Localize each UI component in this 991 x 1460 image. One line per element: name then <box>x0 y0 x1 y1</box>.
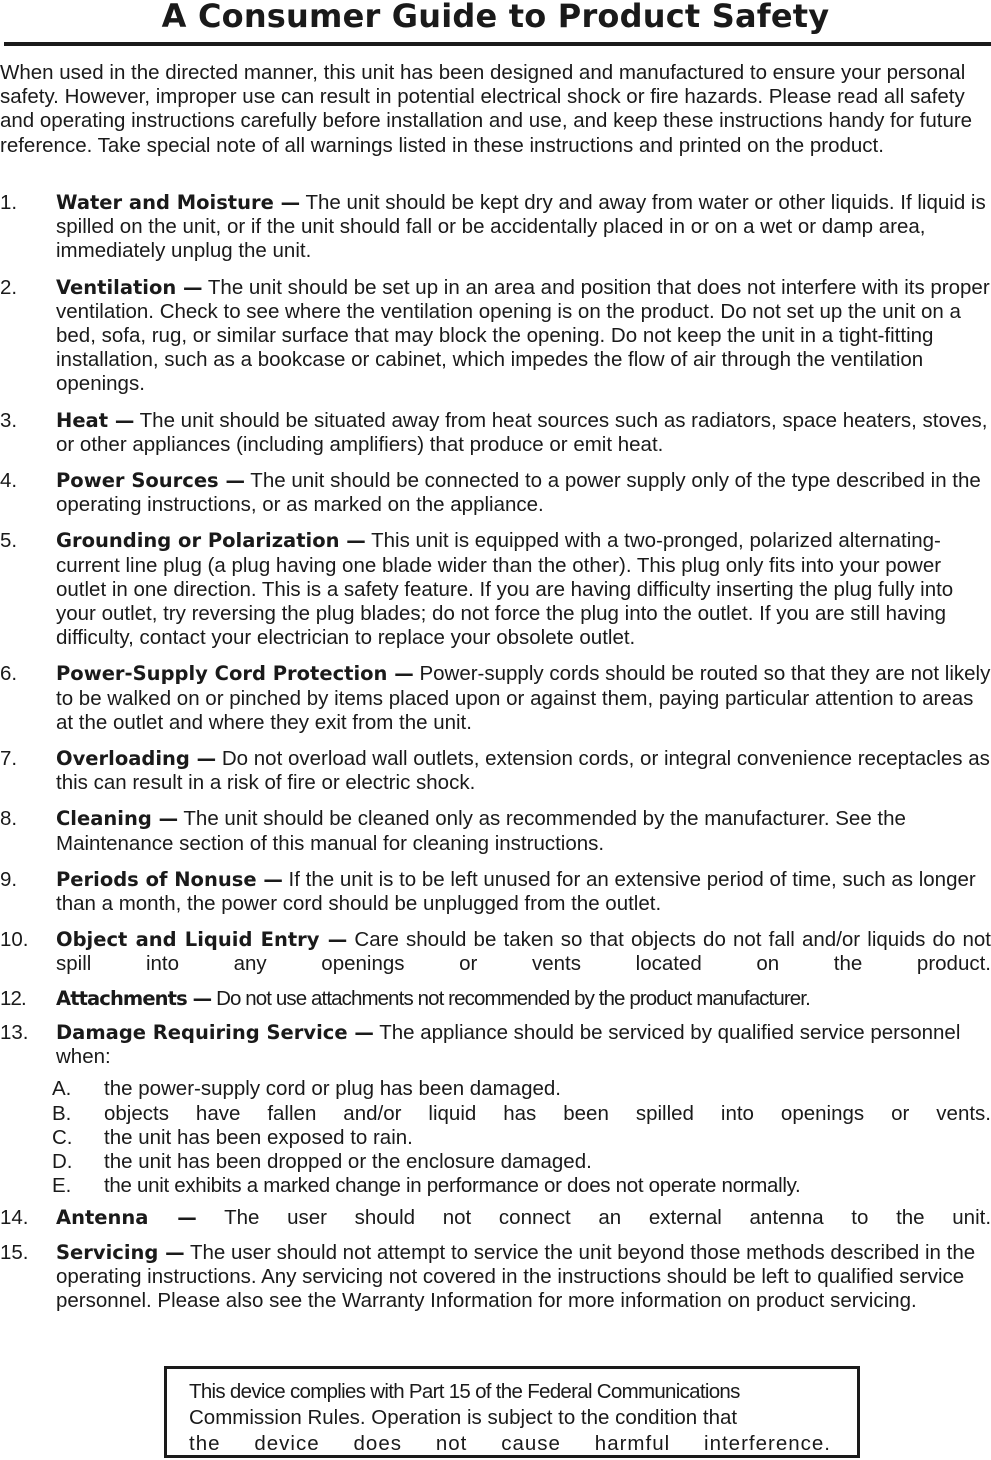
fcc-line: Commission Rules. Operation is subject to the condition that <box>189 1406 738 1429</box>
safety-item-object-entry <box>0 928 991 976</box>
list-text: the unit has been exposed to rain. <box>104 1125 413 1149</box>
list-text: the power-supply cord or plug has been damaged. <box>104 1077 561 1101</box>
list-item <box>52 1174 991 1198</box>
item-label: Power Sources — <box>56 469 245 493</box>
item-number: 15. <box>0 1240 29 1264</box>
list-letter: C. <box>52 1125 73 1149</box>
item-number: 9. <box>0 867 18 891</box>
list-text: objects have fallen and/or liquid has been spilled into openings or vents. <box>104 1101 991 1125</box>
item-label: Object and Liquid Entry — <box>56 928 348 952</box>
list-letter: D. <box>52 1149 73 1173</box>
item-text: Do not overload wall outlets, extension cords, or integral convenience receptacles as this can result in a risk of fire or electric shock. <box>56 747 990 795</box>
item-text: This unit is equipped with a two-pronged, polarized alternating-current line plug (a plug having one blade wider than the other). This plug only fits into your power outlet in one direction. This is a safety feature. If you are having difficulty inserting the plug fully into your outlet, try reversing the plug blades; do not force the plug into the outlet. If you are still having difficulty, contact your electrician to replace your obsolete outlet. <box>56 529 954 650</box>
item-text: The unit should be situated away from heat sources such as radiators, space heaters, stoves, or other appliances (including amplifiers) that produce or emit heat. <box>56 408 988 456</box>
item-number: 6. <box>0 662 18 686</box>
fcc-line: This device complies with Part 15 of the Federal Communications <box>189 1380 740 1403</box>
item-number: 14. <box>0 1206 29 1230</box>
list-letter: E. <box>52 1174 72 1198</box>
item-label: Damage Requiring Service — <box>56 1020 374 1044</box>
item-text: The unit should be cleaned only as recommended by the manufacturer. See the Maintenance section of this manual for cleaning instructions. <box>56 807 906 855</box>
safety-item-heat <box>0 409 991 457</box>
safety-item-grounding <box>0 529 991 650</box>
item-text: Do not use attachments not recommended by the product manufacturer. <box>216 986 810 1010</box>
item-text: The appliance should be serviced by qualified service personnel when: <box>56 1020 961 1069</box>
item-label: Power-Supply Cord Protection — <box>56 662 414 686</box>
safety-item-overloading <box>0 747 991 795</box>
list-text: the unit exhibits a marked change in performance or does not operate normally. <box>104 1174 801 1198</box>
item-text: If the unit is to be left unused for an extensive period of time, such as longer than a month, the power cord should be unplugged from the outlet. <box>56 867 976 916</box>
item-text: The unit should be kept dry and away from water or other liquids. If liquid is spilled on the unit, or if the unit should fall or be accidentally placed in or on a wet or damp area, immediately unplug the unit. <box>56 191 986 263</box>
item-label: Cleaning — <box>56 807 179 831</box>
item-number: 1. <box>0 191 18 214</box>
list-text: the unit has been dropped or the enclosure damaged. <box>104 1149 592 1173</box>
safety-item-cleaning <box>0 807 991 855</box>
item-label: Antenna — <box>56 1206 197 1230</box>
item-label: Grounding or Polarization — <box>56 529 366 553</box>
fcc-compliance-notice <box>164 1366 860 1458</box>
safety-item-attachments <box>0 987 991 1011</box>
safety-item-damage-service <box>0 1021 991 1198</box>
list-item <box>52 1102 991 1126</box>
safety-item-servicing <box>0 1241 991 1314</box>
item-label: Overloading — <box>56 747 217 771</box>
item-label: Water and Moisture — <box>56 191 301 214</box>
item-number: 2. <box>0 275 18 299</box>
intro-paragraph: When used in the directed manner, this unit has been designed and manufactured to ensure your personal safety. However, improper use can result in potential electrical shock or fire hazards. Please read all safety and operating instructions carefully before installation and use, and keep these instructions handy for future reference. Take special note of all warnings listed in these instructions and printed on the product. <box>0 61 973 157</box>
item-number: 8. <box>0 807 18 831</box>
item-number: 5. <box>0 529 18 553</box>
page-title: A Consumer Guide to Product Safety <box>161 0 830 35</box>
safety-item-cord-protection <box>0 662 991 735</box>
item-text: Care should be taken so that objects do not fall and/or liquids do not spill into any openings or vents located on the product. <box>56 928 991 976</box>
item-number: 10. <box>0 928 29 952</box>
safety-item-antenna <box>0 1206 991 1230</box>
item-label: Attachments — <box>56 986 212 1010</box>
list-letter: B. <box>52 1101 72 1125</box>
item-text: The user should not attempt to service the unit beyond those methods described in the operating instructions. Any servicing not covered in the instructions should be left to qualified service personnel. Please also see the Warranty Information for more information on product servicing. <box>56 1240 976 1312</box>
item-label: Ventilation — <box>56 275 203 299</box>
item-number: 4. <box>0 469 18 493</box>
fcc-line: the device does not cause harmful interference. <box>189 1432 831 1455</box>
item-text: Power-supply cords should be routed so that they are not likely to be walked on or pinched by items placed upon or against them, paying particular attention to areas at the outlet and where they exit from the unit. <box>56 662 991 734</box>
item-number: 3. <box>0 408 18 432</box>
item-label: Periods of Nonuse — <box>56 867 283 891</box>
item-number: 12. <box>0 986 26 1010</box>
list-item <box>52 1077 991 1101</box>
safety-item-water <box>0 191 991 264</box>
item-label: Heat — <box>56 408 135 432</box>
safety-item-nonuse <box>0 868 991 916</box>
damage-conditions-list <box>52 1077 991 1198</box>
safety-list <box>0 191 991 1313</box>
list-item <box>52 1150 991 1174</box>
item-label: Servicing — <box>56 1240 185 1264</box>
list-letter: A. <box>52 1077 72 1101</box>
item-text: The unit should be set up in an area and position that does not interfere with its proper ventilation. Check to see where the ventilation opening is on the product. Do not set up the unit on a bed, sofa, rug, or similar surface that may block the opening. Do not keep the unit in a tight-fitting installation, such as a bookcase or cabinet, which impedes the flow of air through the ventilation openings. <box>56 275 990 396</box>
item-text: The user should not connect an external antenna to the unit. <box>224 1206 991 1230</box>
safety-item-power-sources <box>0 469 991 517</box>
list-item <box>52 1126 991 1150</box>
title-divider <box>4 42 991 46</box>
item-number: 13. <box>0 1020 29 1044</box>
safety-item-ventilation <box>0 276 991 397</box>
item-number: 7. <box>0 747 18 771</box>
item-text: The unit should be connected to a power supply only of the type described in the operating instructions, or as marked on the appliance. <box>56 469 981 517</box>
